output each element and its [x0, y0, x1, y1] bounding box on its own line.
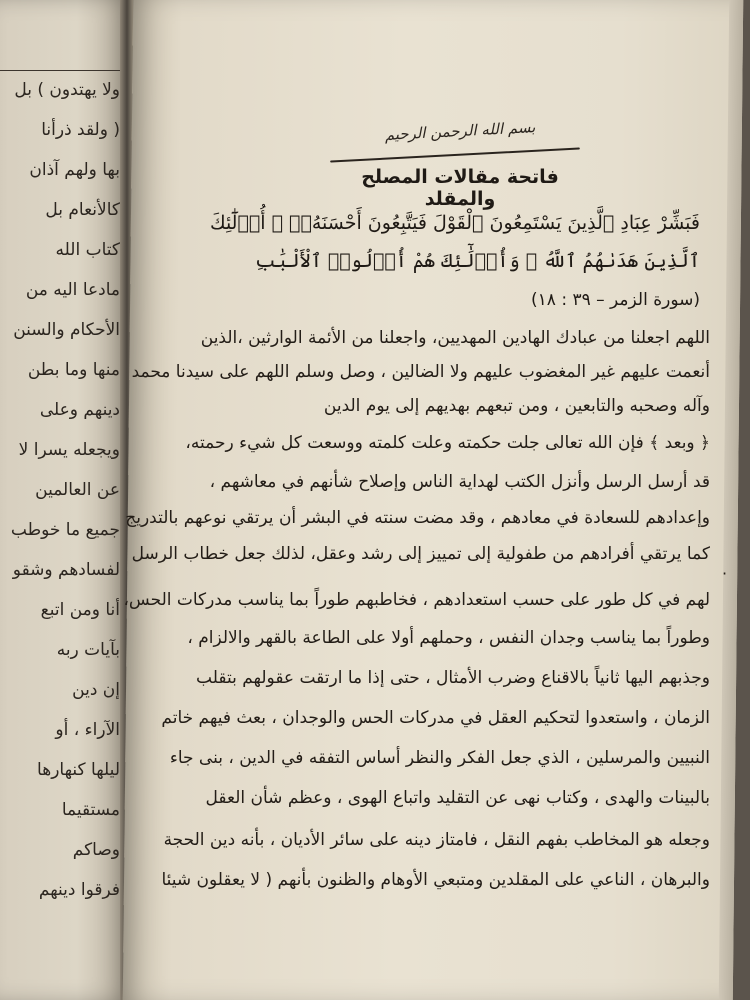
header-watermark	[450, 60, 690, 100]
basmala-underline	[330, 147, 580, 162]
left-page-line: لفسادهم وشقو	[12, 560, 120, 580]
left-page-line: ليلها كنهارها	[37, 760, 120, 780]
verse-line-2: ٱلَّذِينَ هَدَىٰهُمُ ٱللَّهُ ۖ وَأُو۟لَٰٓئِكَ هُمْ أُو۟لُوا۟ ٱلْأَلْبَٰبِ	[255, 250, 700, 272]
left-page-line: دينهم وعلى	[39, 400, 120, 420]
paragraph-line: لهم في كل طور على حسب استعدادهم ، فخاطبهم طوراً بما يناسب مدركات الحس،	[123, 590, 710, 610]
paragraph-line: اللهم اجعلنا من عبادك الهادين المهديين، واجعلنا من الأئمة الوارثين ،الذين	[200, 328, 710, 348]
page-title: فاتحة مقالات المصلح والمقلد	[361, 166, 559, 210]
paragraph-line: النبيين والمرسلين ، الذي جعل الفكر والنظر أساس التفقه في الدين ، بنى جاء	[169, 748, 710, 768]
left-page-line: ( ولقد ذرأنا	[41, 120, 120, 140]
left-page-line: مادعا اليه من	[25, 280, 120, 300]
paragraph-line: ﴿ وبعد ﴾ فإن الله تعالى جلت حكمته وعلت كلمته ووسعت كل شيء رحمته،	[185, 433, 710, 453]
left-page-line: ويجعله يسرا لا	[18, 440, 120, 460]
basmala-ornament	[320, 108, 580, 164]
left-page-line: بآيات ربه	[56, 640, 120, 660]
right-page-content	[123, 0, 728, 1000]
left-page-line: مستقيما	[61, 800, 120, 820]
left-page-line: كتاب الله	[55, 240, 120, 260]
left-page-line: الآراء ، أو	[55, 720, 120, 740]
paragraph-line: الزمان ، واستعدوا لتحكيم العقل في مدركات الحس والوجدان ، بعث فيهم خاتم	[161, 708, 710, 728]
left-page	[0, 0, 128, 1000]
left-page-line: عن العالمين	[35, 480, 120, 500]
paragraph-line: وطوراً بما يناسب وجدان النفس ، وحملهم أولا على الطاعة بالقهر والالزام ،	[187, 628, 710, 648]
paragraph-line: وآله وصحبه والتابعين ، ومن تبعهم بهديهم إلى يوم الدين	[323, 396, 710, 416]
left-page-line: ولا يهتدون ) بل	[14, 80, 120, 100]
left-page-line: أنا ومن اتبع	[40, 600, 120, 620]
paragraph-line: وجعله هو المخاطب بفهم النقل ، فامتاز دينه على سائر الأديان ، بأنه دين الحجة	[163, 830, 710, 850]
paragraph-line: وإعدادهم للسعادة في معادهم ، وقد مضت سنته في البشر أن يرتقي نوعهم بالتدريج	[125, 508, 710, 528]
basmala-text: بسم الله الرحمن الرحيم	[384, 118, 536, 144]
left-page-line: كالأنعام بل	[45, 200, 120, 220]
paragraph-line: أنعمت عليهم غير المغضوب عليهم ولا الضالين ، وصل وسلم اللهم على سيدنا محمد	[131, 362, 710, 382]
paragraph-line: وجذبهم اليها ثانياً بالاقناع وضرب الأمثال ، حتى إذا ما ارتقت عقولهم بتقلب	[196, 668, 710, 688]
paragraph-line: كما يرتقي أفرادهم من طفولية إلى تمييز إلى رشد وعقل، لذلك جعل خطاب الرسل	[131, 544, 710, 564]
left-page-line: وصاكم	[72, 840, 120, 860]
left-page-line: إن دين	[72, 680, 120, 700]
left-page-line: الأحكام والسنن	[13, 320, 120, 340]
paragraph-line: قد أرسل الرسل وأنزل الكتب لهداية الناس وإصلاح شأنهم في معاشهم ،	[209, 472, 710, 492]
page-edge	[719, 0, 743, 1000]
left-page-line: بها ولهم آذان	[29, 160, 120, 180]
left-page-line: منها وما بطن	[27, 360, 120, 380]
verse-line-1: فَبَشِّرْ عِبَادِ ٱلَّذِينَ يَسْتَمِعُونَ ٱلْقَوْلَ فَيَتَّبِعُونَ أَحْسَنَهُۥٓ ۚ أُو۟لَٰٓئِكَ	[209, 212, 700, 234]
left-page-line: فرقوا دينهم	[38, 880, 120, 900]
left-page-line: جميع ما خوطب	[10, 520, 120, 540]
margin-mark: ·	[722, 564, 728, 583]
verse-reference: (سورة الزمر – ٣٩ : ١٨)	[531, 290, 700, 310]
left-page-text	[0, 70, 120, 910]
paragraph-line: بالبينات والهدى ، وكتاب نهى عن التقليد واتباع الهوى ، وعظم شأن العقل	[205, 788, 710, 808]
paragraph-line: والبرهان ، الناعي على المقلدين ومتبعي الأوهام والظنون بأنهم ( لا يعقلون شيئا	[161, 870, 710, 890]
